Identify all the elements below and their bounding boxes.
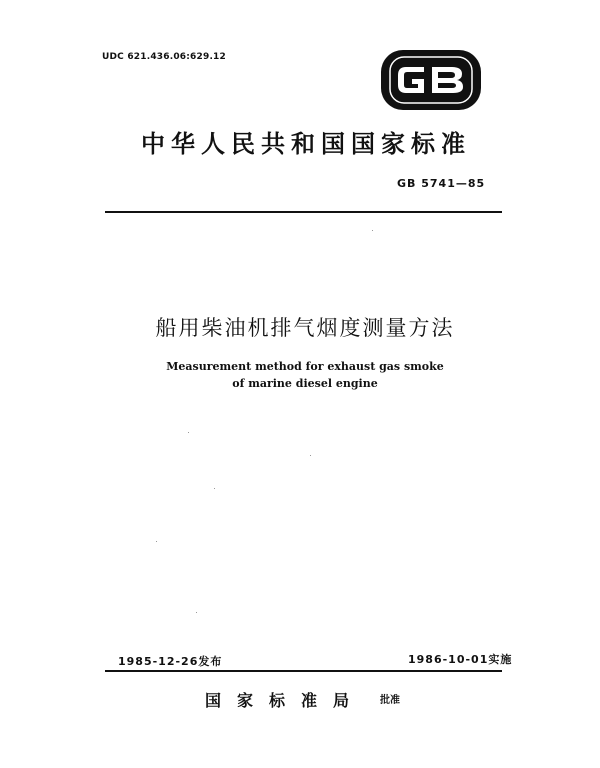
issuing-country-title: 中华人民共和国国家标准 <box>141 130 471 158</box>
header-divider <box>105 211 502 213</box>
gb-logo <box>380 49 482 111</box>
issuing-authority: 国家标准局 <box>205 691 366 710</box>
scan-speck <box>214 488 215 489</box>
document-title-cn: 船用柴油机排气烟度测量方法 <box>155 316 455 340</box>
footer-divider <box>105 670 502 672</box>
scan-speck <box>196 612 197 613</box>
scan-speck <box>156 541 157 542</box>
document-title-en-line2: of marine diesel engine <box>232 377 378 390</box>
approval-label: 批准 <box>380 695 400 706</box>
issue-date: 1985-12-26发布 <box>118 655 223 668</box>
standard-number: GB 5741—85 <box>397 177 486 190</box>
document-title-en-line1: Measurement method for exhaust gas smoke <box>166 360 444 373</box>
scan-speck <box>372 230 373 231</box>
udc-code: UDC 621.436.06:629.12 <box>102 52 226 62</box>
scan-speck <box>188 432 189 433</box>
implementation-date: 1986-10-01实施 <box>408 653 513 666</box>
scan-speck <box>310 455 311 456</box>
